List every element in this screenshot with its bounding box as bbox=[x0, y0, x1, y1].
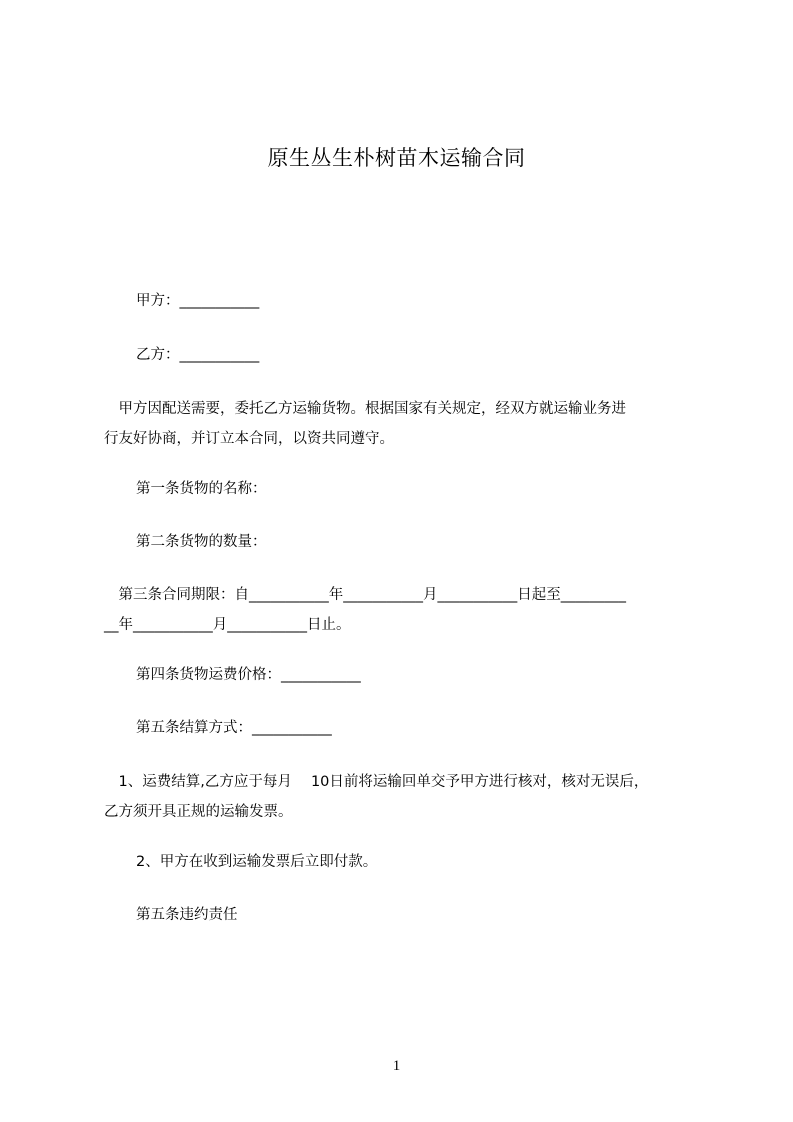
document-title: 原生丛生朴树苗木运输合同 bbox=[267, 146, 526, 170]
clause-1-line-2: 乙方须开具正规的运输发票。 bbox=[104, 804, 293, 820]
article-3-contract-term bbox=[104, 580, 704, 640]
party-a-line: 甲方：___________ bbox=[136, 293, 260, 309]
page-number: 1 bbox=[392, 1058, 401, 1074]
article-5-settlement-method: 第五条结算方式：___________ bbox=[136, 720, 332, 736]
party-b-line: 乙方：___________ bbox=[136, 347, 260, 363]
intro-paragraph bbox=[104, 394, 704, 454]
intro-line-1: 甲方因配送需要，委托乙方运输货物。根据国家有关规定，经双方就运输业务进 bbox=[104, 401, 626, 417]
article-3-line-1: 第三条合同期限：自___________年___________月___________日起至_________ bbox=[104, 587, 626, 603]
article-4-freight-price: 第四条货物运费价格：___________ bbox=[136, 667, 361, 683]
article-3-line-2: __年___________月___________日止。 bbox=[104, 617, 351, 633]
clause-1-line-1: 1、运费结算,乙方应于每月 10日前将运输回单交予甲方进行核对，核对无误后， bbox=[104, 774, 649, 790]
clause-1-settlement bbox=[104, 767, 704, 827]
article-2-goods-quantity: 第二条货物的数量： bbox=[136, 534, 267, 550]
clause-2-payment: 2、甲方在收到运输发票后立即付款。 bbox=[136, 854, 378, 870]
intro-line-2: 行友好协商，并订立本合同，以资共同遵守。 bbox=[104, 431, 394, 447]
article-5-liability: 第五条违约责任 bbox=[136, 907, 238, 923]
article-1-goods-name: 第一条货物的名称： bbox=[136, 481, 267, 497]
